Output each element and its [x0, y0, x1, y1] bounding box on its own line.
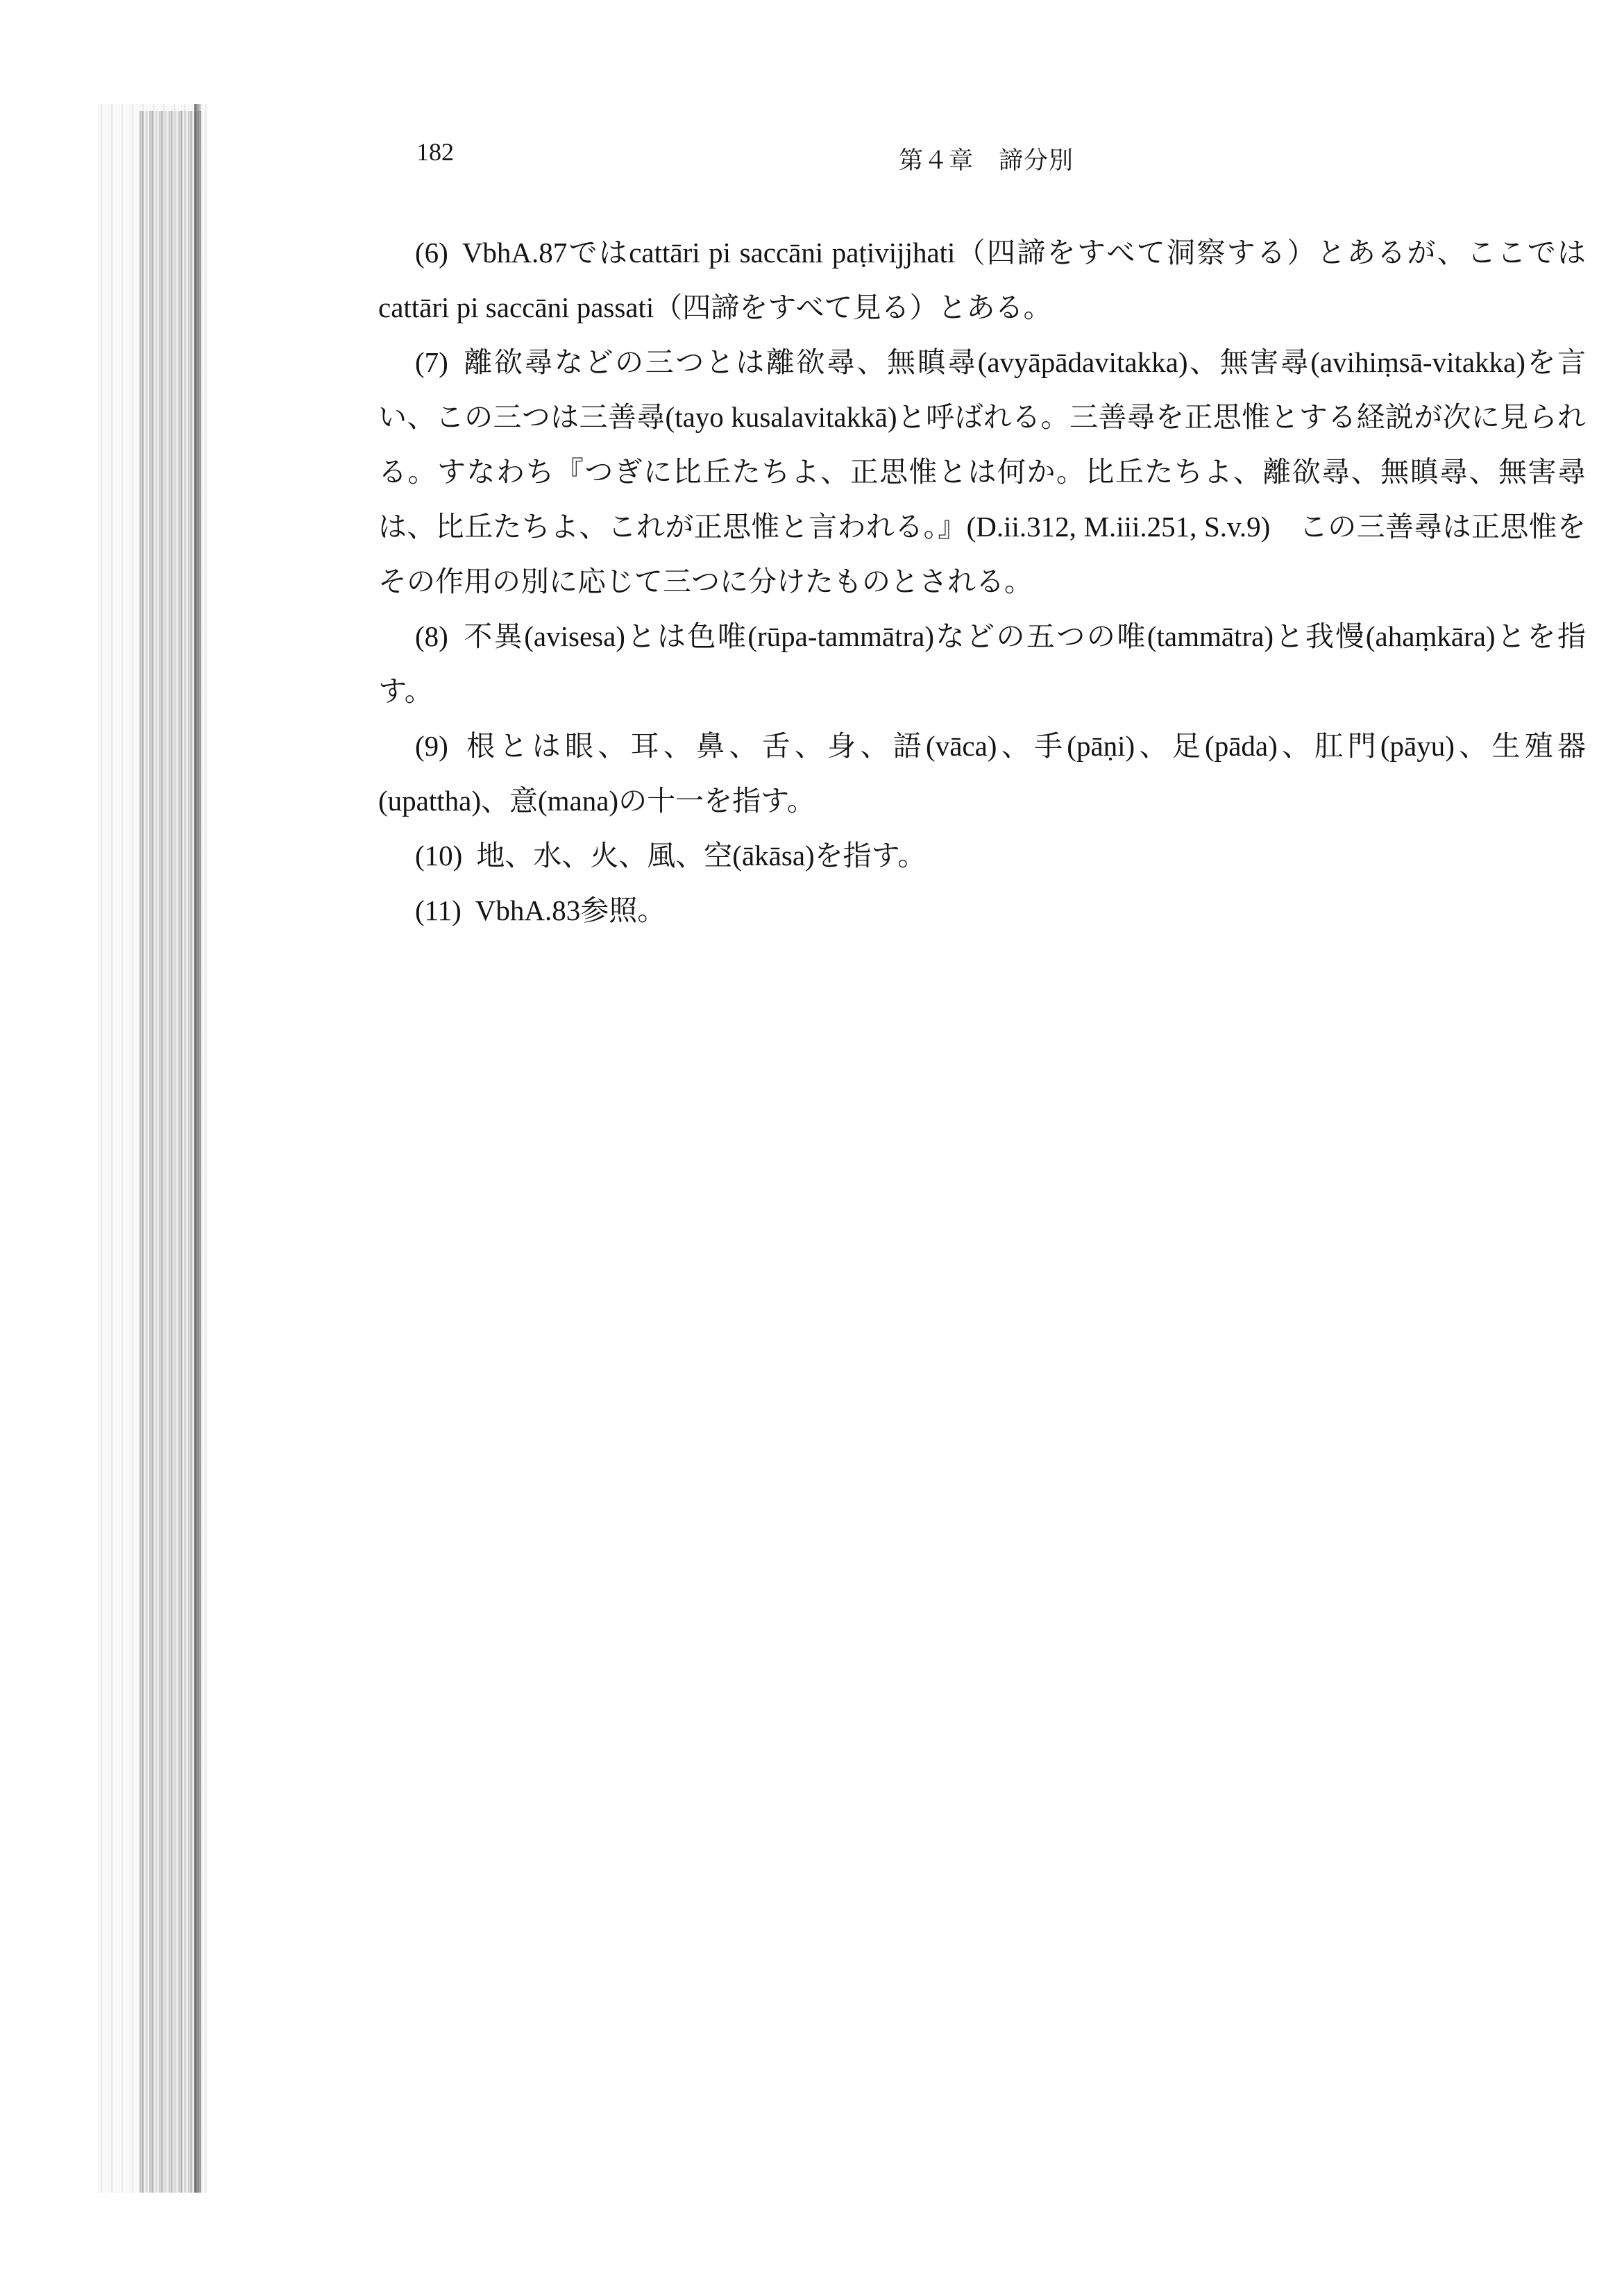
note-number: (9) — [415, 730, 448, 762]
note-number: (10) — [415, 840, 463, 871]
chapter-title: 第４章 諦分別 — [899, 147, 1074, 174]
note-number: (8) — [415, 620, 448, 652]
note-9 — [378, 719, 1586, 828]
note-number: (6) — [415, 237, 448, 269]
scanned-binding-edge — [97, 104, 208, 2193]
page-number: 182 — [416, 138, 454, 166]
running-head — [416, 137, 1596, 179]
note-text: 地、水、火、風、空(ākāsa)を指す。 — [476, 840, 927, 871]
endnotes — [378, 226, 1586, 938]
note-text: VbhA.87ではcattāri pi saccāni paṭivijjhati（四諦をすべて洞察する）とあるが、ここではcattāri pi saccāni passati（四諦をすべて見る）とある。 — [378, 237, 1586, 323]
note-8 — [378, 609, 1586, 719]
note-text: VbhA.83参照。 — [475, 894, 666, 926]
note-7 — [378, 335, 1586, 609]
note-text: 根とは眼、耳、鼻、舌、身、語(vāca)、手(pāṇi)、足(pāda)、肛門(pāyu)、生殖器(upattha)、意(mana)の十一を指す。 — [378, 730, 1586, 817]
note-text: 不異(avisesa)とは色唯(rūpa-tammātra)などの五つの唯(tammātra)と我慢(ahaṃkāra)とを指す。 — [378, 620, 1586, 707]
note-number: (11) — [415, 894, 462, 926]
note-6 — [378, 226, 1586, 335]
note-10 — [378, 828, 1586, 883]
note-11 — [378, 883, 1586, 938]
note-number: (7) — [415, 346, 448, 378]
note-text: 離欲尋などの三つとは離欲尋、無瞋尋(avyāpādavitakka)、無害尋(avihiṃsā-vitakka)を言い、この三つは三善尋(tayo kusalavitakkā)と呼ばれる。三善尋を正思惟とする経説が次に見られる。すなわち『つぎに比丘たちよ、正思惟とは何か。比丘たちよ、離欲尋、無瞋尋、無害尋は、比丘たちよ、これが正思惟と言われる。』(D.ii.312, M.iii.251, S.v.9) この三善尋は正思惟をその作用の別に応じて三つに分けたものとされる。 — [378, 346, 1586, 597]
